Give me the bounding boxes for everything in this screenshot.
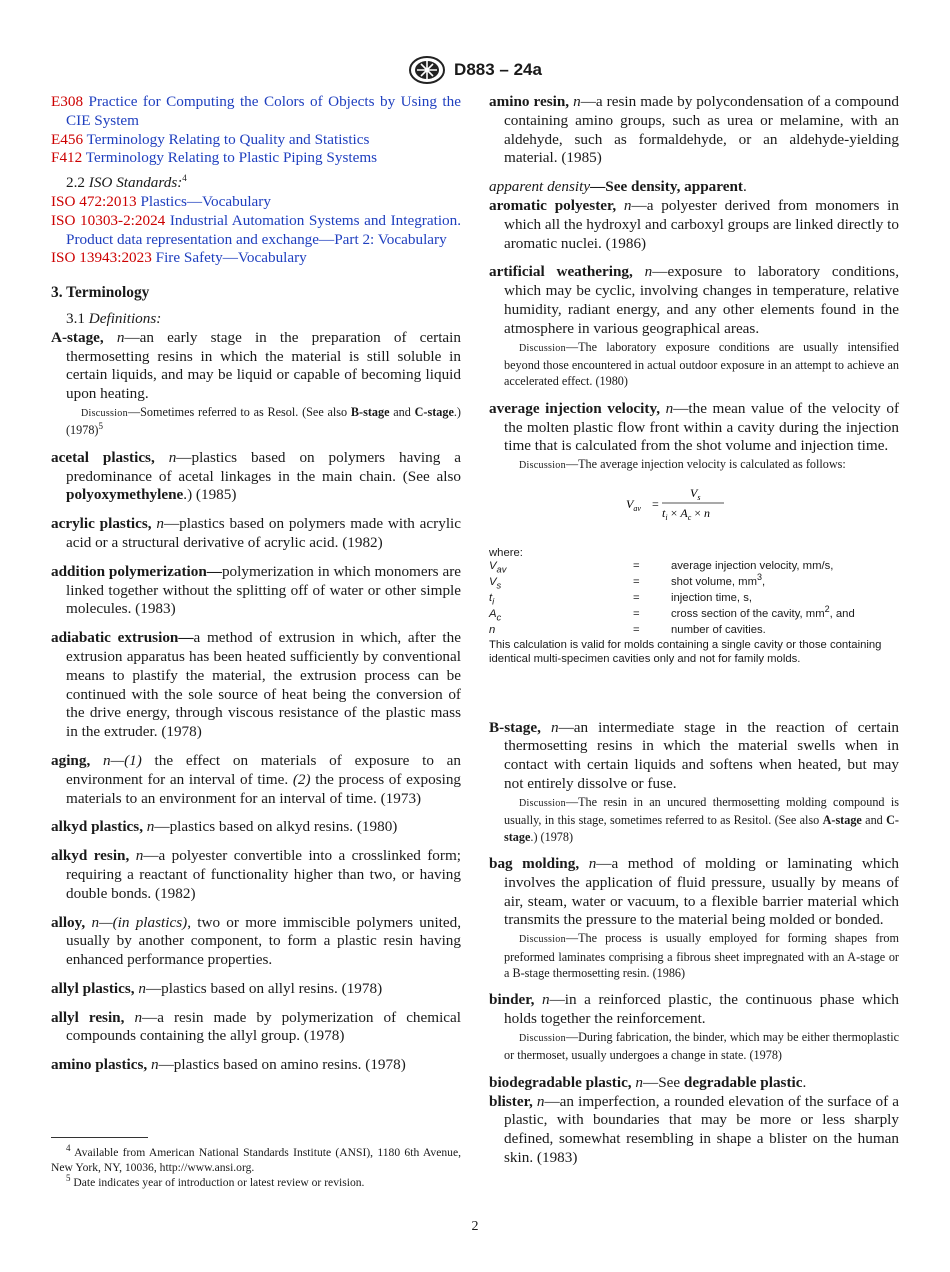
reference-item [51,93,461,131]
where-symbol: n [489,623,496,636]
where-label: where: [489,546,523,559]
footnote: $^4$ Available from American National Standards Institute (ANSI), 1180 6th Avenue, New York, NY, 10036, http://www.ansi.org. [51,1143,461,1174]
term-entry: A-stage, n—an early stage in the preparation of certain thermosetting resins in which the material is still soluble in certain liquids, and may be liquid or capable of becoming liquid upon heating. [51,328,461,403]
term: alkyd resin, [51,847,130,865]
page-header [0,55,950,85]
footnotes [51,1137,461,1190]
right-column [489,93,899,1168]
where-symbol: $V_{av}$ [489,560,507,575]
term: artificial weathering, [489,263,633,281]
term-entry: B-stage, n—an intermediate stage in the reaction of certain thermosetting resins in which the material swells when in contact with certain liquids and softens when heated, but may not entirely dissolve or fuse. [489,718,900,792]
page-number: 2 [471,1219,479,1234]
term: alloy, [51,913,86,931]
term: acetal plastics, [51,448,155,466]
term-entry: aging, n—(1) the effect on materials of exposure to an environment for an interval of time. (2) the process of exposing materials to an environment for an interval of time. (1973) [51,751,462,807]
reference-item [51,249,461,268]
footnote-ref: 4 [182,173,187,184]
reference-item [51,149,461,168]
where-symbol: $V_s$ [489,576,502,591]
where-row [489,560,899,576]
term: allyl resin, [51,1008,125,1026]
term: amino plastics, [51,1056,148,1074]
reference-title[interactable]: Terminology Relating to Quality and Statistics [86,130,370,148]
where-note: This calculation is valid for molds containing a single cavity or those containing identical multi-specimen cavities only and not for family molds. [489,639,882,665]
where-description: cross section of the cavity, $mm^2$, and [671,603,855,620]
term-entry: aromatic polyester, n—a polyester derived from monomers in which all the hydroxyl and carboxyl groups are linked directly to aromatic nuclei. (1986) [489,196,899,252]
where-description: shot volume, $mm^3$, [671,572,766,589]
where-row [489,603,899,624]
term: alkyd plastics, [51,818,143,836]
reference-title[interactable]: Practice for Computing the Colors of Objects by Using the CIE System [66,93,461,129]
where-row [489,572,899,592]
reference-title[interactable]: Fire Safety—Vocabulary [155,249,307,267]
formula-numerator: $V_s$ [690,485,701,502]
discussion-note: Discussion—The resin in an uncured thermosetting molding compound is usually, in this stage, sometimes referred to as Resitol. (See also A-stage and C-stage.) (1978) [504,794,899,844]
where-description: number of cavities. [671,623,766,636]
iso-standards-heading: 2.2 ISO Standards:$^4$ [66,173,187,192]
discussion-note: Discussion—The process is usually employed for forming shapes from preformed laminates comprising a fibrous sheet impregnated with an A-stage or a B-stage thermosetting resin. (1986) [504,931,899,980]
formula-denominator: $t_i \times A_c \times n$ [662,505,711,522]
term-entry: artificial weathering, n—exposure to laboratory conditions, which may be cyclic, involving changes in temperature, relative humidity, radiant energy, and any other elements found in the atmosphere in various geographical areas. [489,263,900,337]
formula-lhs: $V_{av}$ [626,496,641,513]
where-row [489,592,899,608]
where-equals: = [633,560,640,573]
where-row [489,624,899,640]
term-entry: blister, n—an imperfection, a rounded elevation of the surface of a plastic, with boundaries that may be more or less sharply defined, somewhat resembling in shape a blister on the human skin. (1983) [489,1092,900,1166]
left-column [51,93,461,1075]
discussion-note: Discussion—During fabrication, the binder, which may be either thermoplastic or thermoset, usually undergoes a change in state. (1978) [504,1029,899,1063]
term-entry: adiabatic extrusion—a method of extrusion in which, after the extrusion apparatus has been heated sufficiently by conventional means to plastify the material, the extrusion process can be continued with the sole source of heat being the conversion of the drive energy, through viscous resistance of the plastic mass in the extruder. (1978) [51,629,461,741]
reference-title[interactable]: Plastics—Vocabulary [140,192,271,210]
discussion-note: Discussion—Sometimes referred to as Resol. (See also B-stage and C-stage.) $(1978)^5$ [66,404,461,438]
discussion-note: Discussion—The laboratory exposure conditions are usually intensified beyond those encountered in actual outdoor exposure in an attempt to achieve an accelerated effect. (1980) [504,339,899,389]
term: binder, [489,991,535,1009]
document-id: D883 – 24a [454,60,542,79]
reference-code[interactable]: ISO 10303-2:2024 [51,211,166,229]
term-entry: alloy, n—(in plastics), two or more immiscible polymers united, usually by another component, to form a plastic resin having enhanced performance properties. [51,913,462,969]
reference-code[interactable]: ISO 13943:2023 [51,249,152,267]
term-entry: amino plastics, n—plastics based on amino resins. (1978) [51,1056,406,1074]
term: apparent density [489,178,591,196]
where-equals: = [633,591,640,604]
term-entry: bag molding, n—a method of molding or laminating which involves the application of fluid pressure, usually by means of air, steam, water or vacuum, to a flexible barrier material which transmits the pressure to the material being molded or bonded. [489,854,900,929]
term-entry: allyl plastics, n—plastics based on allyl resins. (1978) [51,979,383,997]
footnote-divider [51,1137,148,1138]
section-title: 3. Terminology [51,284,150,302]
term-entry: alkyd plastics, n—plastics based on alkyd resins. (1980) [51,818,398,836]
reference-item [51,212,461,250]
term-entry: allyl resin, n—a resin made by polymerization of chemical compounds containing the allyl group. (1978) [51,1008,461,1045]
formula-equals: = [652,496,659,511]
term: acrylic plastics, [51,515,152,533]
subsection-heading: 3.1 Definitions: [66,309,162,327]
term: bag molding, [489,854,580,872]
where-equals: = [633,623,640,636]
reference-title[interactable]: Industrial Automation Systems and Integration. Product data representation and exchange—Part 2: Vocabulary [66,211,462,248]
reference-code[interactable]: F412 [51,149,83,167]
footnote-ref: 5 [98,421,103,432]
term-entry: acrylic plastics, n—plastics based on polymers made with acrylic acid or a structural derivative of acrylic acid. (1982) [51,515,461,551]
term-entry: alkyd resin, n—a polyester convertible into a crosslinked form; requiring a reactant of functionality higher than two, or having double bonds. (1982) [51,847,461,902]
discussion-note: Discussion—The average injection velocity is calculated as follows: [519,457,846,472]
velocity-formula [489,483,899,525]
where-description: average injection velocity, mm/s, [671,560,834,573]
footnote: $^5$ Date indicates year of introduction or latest review or revision. [66,1173,365,1189]
term: blister, [489,1092,533,1110]
term: B-stage, [489,718,541,736]
where-description: injection time, s, [671,591,752,604]
where-equals: = [633,576,640,589]
reference-title[interactable]: Terminology Relating to Plastic Piping Systems [85,149,378,167]
term-entry: biodegradable plastic, n—See degradable plastic. [489,1073,807,1091]
term: adiabatic extrusion— [51,629,194,647]
reference-code[interactable]: ISO 472:2013 [51,192,137,210]
reference-item [51,193,461,212]
term: addition polymerization— [51,562,222,580]
term: average injection velocity, [489,399,661,417]
term: amino resin, [489,93,570,110]
where-symbol: $t_i$ [489,591,495,607]
reference-code[interactable]: E308 [51,93,84,110]
reference-item [51,131,461,150]
where-symbol: $A_c$ [489,607,502,622]
reference-code[interactable]: E456 [51,130,84,148]
term-entry: amino resin, n—a resin made by polycondensation of a compound containing amino groups, such as urea or melamine, with an aldehyde, such as formaldehyde, or an aldehyde-yielding material. (1985) [489,93,899,167]
astm-logo-icon [408,55,446,85]
term: aromatic polyester, [489,196,617,214]
formula-legend [489,547,899,667]
term: A-stage, [51,328,104,346]
term-entry: apparent density—See density, apparent. [489,178,747,196]
term-entry: acetal plastics, n—plastics based on polymers having a predominance of acetal linkages in the main chain. (See also polyoxymethylene.) (1985) [51,448,461,504]
term-entry: addition polymerization—polymerization in which monomers are linked together without the splitting off of water or other simple molecules. (1983) [51,562,461,618]
term: biodegradable plastic, [489,1073,632,1091]
where-equals: = [633,607,640,620]
term-entry: binder, n—in a reinforced plastic, the continuous phase which holds together the reinforcement. [489,991,900,1028]
term: aging, [51,751,91,769]
term-entry: average injection velocity, n—the mean value of the velocity of the molten plastic flow front within a cavity during the injection time that is calculated from the shot volume and injection time. [489,399,900,455]
term: allyl plastics, [51,979,135,997]
